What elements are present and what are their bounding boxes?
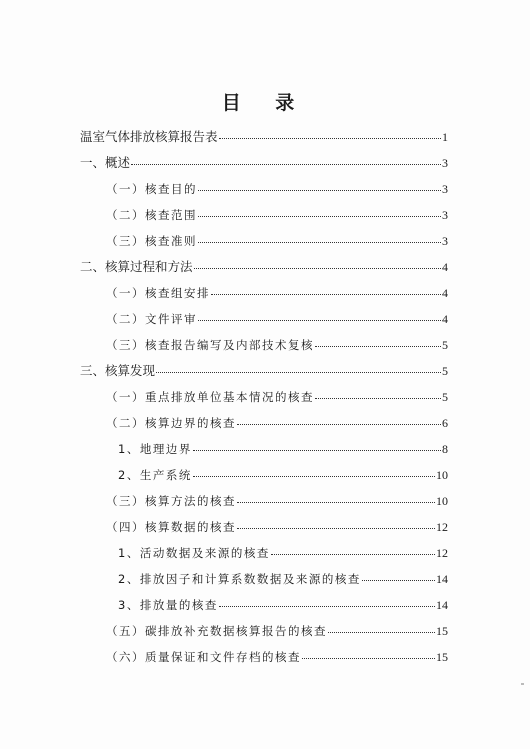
toc-entry-page: 3 [442,156,448,170]
toc-entry[interactable] [106,311,448,327]
toc-entry[interactable] [80,259,448,275]
toc-entry[interactable] [106,649,448,665]
toc-entry[interactable] [118,441,448,457]
dot-leader [198,215,441,217]
dot-leader [193,449,441,451]
toc-entry-label: （三）核查报告编写及内部技术复核 [106,338,314,352]
toc-entry-page: 12 [436,546,448,560]
dot-leader [237,527,435,529]
toc-entry[interactable] [80,363,448,379]
toc-entry-page: 10 [436,494,448,508]
dot-leader [237,501,435,503]
toc-entry-page: 12 [436,520,448,534]
toc-entry[interactable] [118,467,448,483]
toc-entry-label: （二）核算边界的核查 [106,416,236,430]
toc-entry[interactable] [106,285,448,301]
dot-leader [219,137,441,139]
toc-entry-page: 5 [442,364,448,378]
toc-entry-label: 二、核算过程和方法 [80,259,193,274]
toc-entry[interactable] [118,597,448,613]
toc-entry-page: 4 [442,286,448,300]
toc-entry-page: 10 [436,468,448,482]
toc-entry[interactable] [80,129,448,145]
toc-entry[interactable] [106,233,448,249]
dot-leader [156,371,441,373]
toc-entry[interactable] [106,493,448,509]
dot-leader [237,423,441,425]
dot-leader [219,605,435,607]
toc-entry-label: 一、概述 [80,155,131,170]
toc-entry-page: 3 [442,208,448,222]
toc-entry-label: （三）核算方法的核查 [106,494,236,508]
toc-entry-label: 温室气体排放核算报告表 [80,129,218,144]
toc-entry[interactable] [106,207,448,223]
toc-entry-page: 3 [442,234,448,248]
toc-entry-page: 4 [442,312,448,326]
toc-entry-label: 3、排放量的核查 [118,598,218,612]
dot-leader [362,579,435,581]
toc-entry-page: 14 [436,598,448,612]
toc-entry[interactable] [80,155,448,171]
toc-entry-page: 4 [442,260,448,274]
toc-entry-label: 1、地理边界 [118,442,192,456]
dot-leader [194,267,441,269]
dot-leader [315,345,441,347]
toc-entry[interactable] [106,623,448,639]
toc-entry-label: （一）重点排放单位基本情况的核查 [106,390,314,404]
toc-entry[interactable] [106,181,448,197]
toc-entry-page: 1 [442,130,448,144]
toc-entry[interactable] [106,415,448,431]
toc-entry-label: 2、生产系统 [118,468,192,482]
toc-entry-page: 5 [442,338,448,352]
toc-entry-page: 14 [436,572,448,586]
toc-entry-page: 5 [442,390,448,404]
toc-entry-label: （五）碳排放补充数据核算报告的核查 [106,624,327,638]
toc-entry-label: （四）核算数据的核查 [106,520,236,534]
dot-leader [198,189,441,191]
toc-entry[interactable] [118,545,448,561]
toc-entry-label: （一）核查组安排 [106,286,210,300]
dot-leader [302,657,435,659]
toc-entry[interactable] [106,337,448,353]
toc-entry-label: 2、排放因子和计算系数数据及来源的核查 [118,572,361,586]
toc-entry-page: 15 [436,624,448,638]
toc-entry-label: （一）核查目的 [106,182,197,196]
toc-entry[interactable] [118,571,448,587]
toc-entry[interactable] [106,519,448,535]
toc-entry-label: （六）质量保证和文件存档的核查 [106,650,301,664]
scan-mark [521,683,524,685]
toc-entry-label: 三、核算发现 [80,363,156,378]
toc-entry-label: （三）核查准则 [106,234,197,248]
dot-leader [198,319,441,321]
toc-entry-page: 8 [442,442,448,456]
dot-leader [198,241,441,243]
toc-entry-label: 1、活动数据及来源的核查 [118,546,270,560]
dot-leader [131,163,441,165]
toc-entry-page: 6 [442,416,448,430]
dot-leader [211,293,441,295]
toc-entry-page: 3 [442,182,448,196]
dot-leader [328,631,435,633]
toc-entry-label: （二）核查范围 [106,208,197,222]
toc-entry[interactable] [106,389,448,405]
dot-leader [193,475,435,477]
dot-leader [315,397,441,399]
toc-entry-page: 15 [436,650,448,664]
toc-title: 目 录 [221,92,309,114]
toc-entry-label: （二）文件评审 [106,312,197,326]
dot-leader [271,553,435,555]
